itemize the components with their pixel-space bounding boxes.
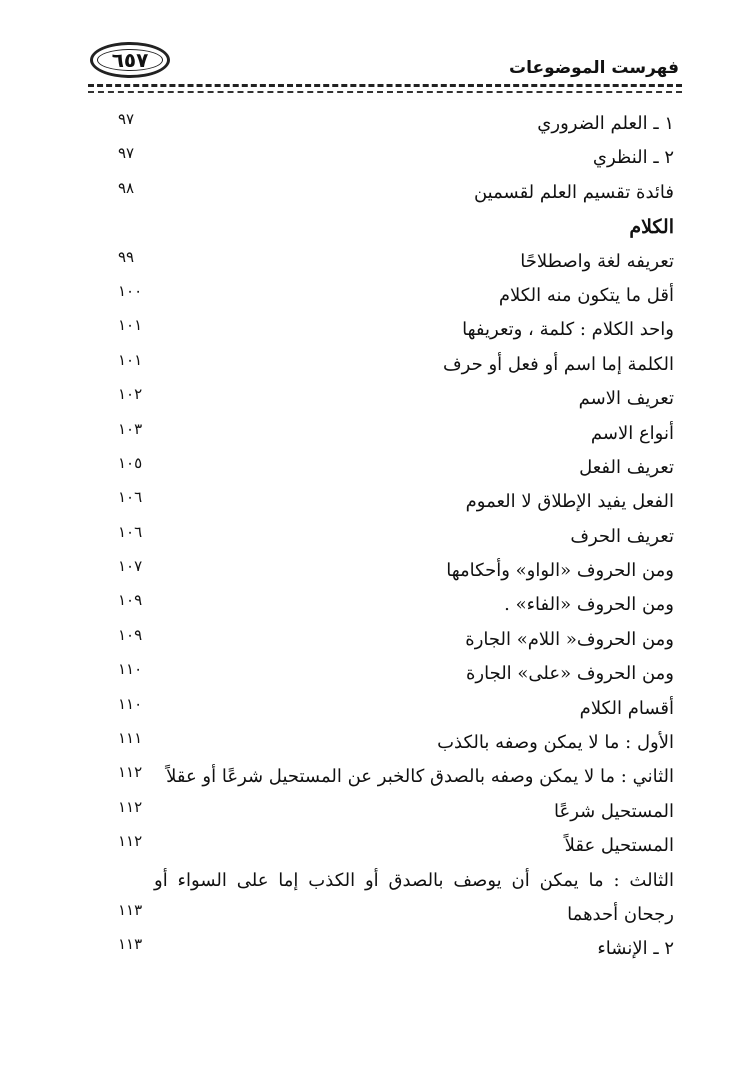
toc-entry-title: ١ ـ العلم الضروري (537, 113, 674, 134)
toc-entry-title: الثالث : ما يمكن أن يوصف بالصدق أو الكذب إما على السواء أو (154, 869, 674, 891)
toc-entry-title: ٢ ـ النظري (592, 147, 674, 169)
toc-row (0, 110, 744, 144)
toc-entry-title: ٢ ـ الإنشاء (597, 938, 674, 960)
toc-entry-page: ١٠٣ (118, 419, 143, 438)
toc-row (0, 832, 744, 866)
toc-row (0, 557, 744, 591)
toc-row (0, 867, 744, 901)
toc-entry-page: ١٠٩ (118, 591, 143, 610)
toc-row (0, 385, 744, 419)
toc-entry-title: ومن الحروف« اللام» الجارة (465, 628, 674, 650)
toc-section-row (0, 213, 744, 247)
toc-row (0, 695, 744, 729)
toc-row (0, 660, 744, 694)
toc-entry-page: ١٠٠ (118, 281, 143, 300)
toc-entry-page: ١١٢ (118, 832, 143, 851)
page-number: ٦٥٧ (111, 48, 149, 72)
toc-entry-page: ٩٨ (118, 178, 135, 197)
toc-entry-page: ١١٣ (118, 900, 143, 919)
toc-entry-title: الأول : ما لا يمكن وصفه بالكذب (437, 732, 674, 754)
toc-entry-title: ومن الحروف «الواو» وأحكامها (446, 560, 674, 582)
toc-row (0, 488, 744, 522)
toc-section-heading: الكلام (629, 216, 674, 239)
toc-row (0, 351, 744, 385)
toc-entry-page: ١٠٧ (118, 557, 143, 576)
toc-entry-title: المستحيل شرعًا (553, 800, 674, 822)
toc-entry-title: تعريف الاسم (578, 388, 674, 410)
toc-entry-title: أقسام الكلام (579, 697, 674, 719)
toc-entry-title: تعريف الحرف (570, 525, 674, 547)
page-number-badge (90, 42, 170, 78)
toc-entry-page: ١١٢ (118, 763, 143, 782)
toc-entry-title: الثاني : ما لا يمكن وصفه بالصدق كالخبر عن المستحيل شرعًا أو عقلاً (166, 766, 674, 788)
toc-entry-page: ١١١ (118, 729, 143, 748)
toc-row (0, 935, 744, 969)
toc-entry-title: فائدة تقسيم العلم لقسمين (473, 181, 674, 203)
toc-entry-title: أقل ما يتكون منه الكلام (498, 284, 674, 306)
toc-entry-page: ١٠٥ (118, 453, 143, 472)
page-header-title: فهرست الموضوعات (509, 58, 679, 78)
toc-entry-title: المستحيل عقلاً (564, 835, 674, 857)
toc-entry-page: ٩٧ (118, 144, 135, 163)
toc-entry-page: ١٠٩ (118, 625, 143, 644)
toc-entry-title: تعريفه لغة واصطلاحًا (520, 250, 674, 272)
toc-entry-page: ٩٩ (118, 247, 135, 266)
toc-entry-title: أنواع الاسم (590, 422, 674, 444)
toc-entry-page: ١٠٦ (118, 488, 143, 507)
toc-entry-title: الفعل يفيد الإطلاق لا العموم (465, 491, 674, 513)
toc-entry-title: الكلمة إما اسم أو فعل أو حرف (443, 353, 674, 375)
header-divider-secondary (88, 91, 682, 93)
toc-entry-page: ١١٠ (118, 694, 143, 713)
header-divider (88, 84, 682, 87)
toc-entry-page: ١٠٦ (118, 522, 143, 541)
toc-row (0, 454, 744, 488)
toc-entry-page: ١٠١ (118, 316, 143, 335)
toc-row (0, 316, 744, 350)
toc-entry-title: رجحان أحدهما (567, 903, 674, 925)
table-of-contents (0, 110, 744, 970)
toc-row (0, 591, 744, 625)
toc-row (0, 248, 744, 282)
toc-entry-page: ١١٣ (118, 935, 143, 954)
toc-row (0, 901, 744, 935)
toc-entry-title: ومن الحروف «الفاء» . (504, 594, 674, 616)
toc-row (0, 798, 744, 832)
toc-row (0, 729, 744, 763)
toc-entry-page: ١٠١ (118, 350, 143, 369)
toc-row (0, 763, 744, 797)
toc-entry-page: ١١٠ (118, 660, 143, 679)
toc-row (0, 626, 744, 660)
toc-entry-title: تعريف الفعل (579, 456, 674, 478)
toc-entry-title: ومن الحروف «على» الجارة (465, 663, 674, 685)
toc-entry-title: واحد الكلام : كلمة ، وتعريفها (462, 319, 674, 341)
toc-row (0, 179, 744, 213)
toc-row (0, 523, 744, 557)
toc-row (0, 420, 744, 454)
toc-row (0, 144, 744, 178)
toc-entry-page: ١١٢ (118, 797, 143, 816)
toc-entry-page: ١٠٢ (118, 385, 143, 404)
toc-row (0, 282, 744, 316)
toc-entry-page: ٩٧ (118, 110, 135, 128)
